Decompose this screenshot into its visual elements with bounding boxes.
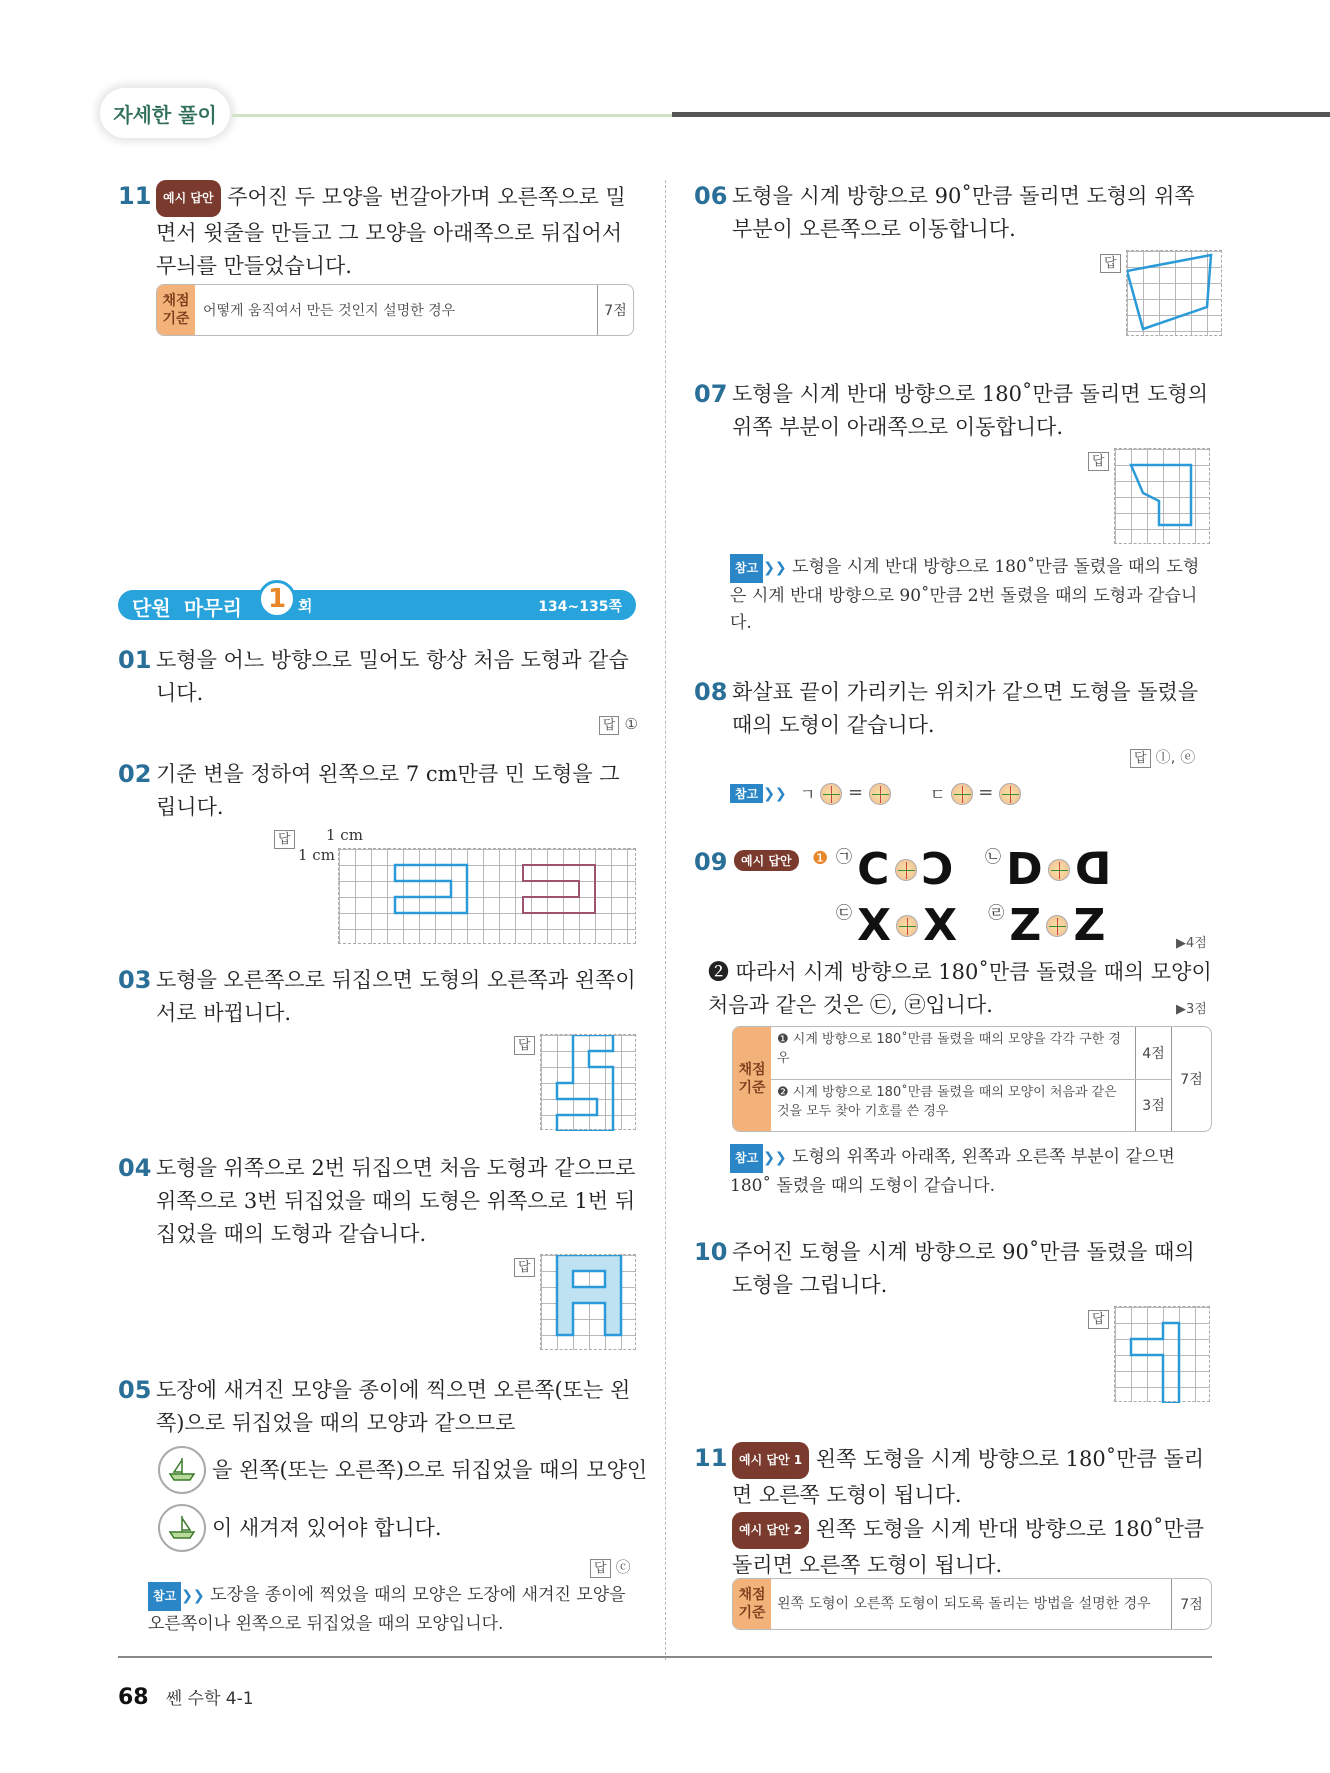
answer-label: 답 xyxy=(590,1559,611,1578)
answer-2 xyxy=(694,1512,1214,1582)
q02-grid xyxy=(338,848,636,944)
reference-badge: 참고 xyxy=(730,1144,763,1173)
reference-text: 도형을 시계 반대 방향으로 180˚만큼 돌렸을 때의 도형은 시계 반대 방향으로 90˚만큼 2번 돌렸을 때의 도형과 같습니다. xyxy=(730,557,1200,633)
q09-scoring-box xyxy=(732,1026,1212,1132)
scoring-rows xyxy=(771,1027,1171,1131)
stamp-icon-a xyxy=(158,1446,206,1494)
mark-d: ㉣ xyxy=(988,903,1005,922)
q09-row-2 xyxy=(836,900,1105,951)
question-number: 04 xyxy=(118,1154,152,1182)
question-10 xyxy=(694,1236,1214,1302)
q05-answer-line xyxy=(590,1556,631,1578)
answer-text: 주어진 두 모양을 번갈아가며 오른쪽으로 밀면서 윗줄을 만들고 그 모양을 아래쪽으로 뒤집어서 무늬를 만들었습니다. xyxy=(156,185,626,278)
scoring-row xyxy=(771,1080,1171,1132)
q03-shape xyxy=(541,1035,637,1131)
question-04 xyxy=(118,1152,638,1251)
question-number: 11 xyxy=(118,182,152,210)
answer-line xyxy=(118,714,638,735)
scoring-row-text: ❷ 시계 방향으로 180˚만큼 돌렸을 때의 모양이 처음과 같은 것을 모두 찾아 기호를 쓴 경우 xyxy=(777,1084,1117,1119)
rotation-circle-icon xyxy=(820,783,842,805)
question-number: 07 xyxy=(694,380,728,408)
q07-answer-label: 답 xyxy=(1088,452,1109,471)
example-answer-badge-2: 예시 답안 2 xyxy=(732,1512,809,1549)
letter-c: C xyxy=(857,844,890,895)
q11-right-scoring-box xyxy=(732,1578,1212,1630)
question-text: 기준 변을 정하여 왼쪽으로 7 cm만큼 민 도형을 그립니다. xyxy=(156,762,620,819)
q02-unit-left: 1 cm xyxy=(298,846,335,864)
section-pages: 134~135쪽 xyxy=(538,599,622,615)
question-03 xyxy=(118,964,638,1030)
q02-shapes xyxy=(339,849,637,945)
scoring-row-points: 3점 xyxy=(1135,1080,1171,1132)
section-title-b: 마무리 xyxy=(184,596,242,620)
answer-2-text: 왼쪽 도형을 시계 반대 방향으로 180˚만큼 돌리면 오른쪽 도형이 됩니다. xyxy=(732,1517,1205,1577)
example-answer-badge: 예시 답안 xyxy=(734,850,799,871)
question-text: 도형을 시계 반대 방향으로 180˚만큼 돌리면 도형의 위쪽 부분이 아래쪽으로 이동합니다. xyxy=(732,382,1209,439)
q04-grid xyxy=(540,1254,636,1350)
question-number: 06 xyxy=(694,182,728,210)
stamp-icon-b xyxy=(158,1504,206,1552)
question-number: 02 xyxy=(118,760,152,788)
chevron-icon: ❯❯ xyxy=(763,1150,787,1166)
answer-1-text: 왼쪽 도형을 시계 방향으로 180˚만큼 돌리면 오른쪽 도형이 됩니다. xyxy=(732,1447,1205,1507)
rotation-circle-icon xyxy=(896,915,918,937)
header-logo xyxy=(100,88,230,138)
q02-answer-label: 답 xyxy=(274,830,295,849)
scoring-row xyxy=(771,1027,1171,1080)
q08-answer-line xyxy=(1130,746,1195,768)
rotation-circle-icon xyxy=(895,859,917,881)
book-title: 쎈 수학 4-1 xyxy=(165,1689,254,1709)
equals-sign: = xyxy=(842,782,869,803)
rotation-circle-icon xyxy=(869,783,891,805)
letter-z-rotated: Z xyxy=(1073,900,1106,951)
question-06 xyxy=(694,180,1214,246)
letter-x-rotated: X xyxy=(923,900,958,951)
header-logo-text: 자세한 풀이 xyxy=(113,102,217,127)
header-rule-light xyxy=(232,114,672,117)
chevron-icon: ❯❯ xyxy=(763,786,787,802)
question-text: 화살표 끝이 가리키는 위치가 같으면 도형을 돌렸을 때의 도형이 같습니다. xyxy=(732,680,1199,737)
scoring-row-points: 4점 xyxy=(1135,1027,1171,1079)
question-05 xyxy=(118,1374,638,1440)
q06-shape xyxy=(1127,251,1223,337)
question-01 xyxy=(118,644,638,735)
q06-grid xyxy=(1126,250,1222,336)
question-number: 11 xyxy=(694,1444,728,1472)
question-07 xyxy=(694,378,1214,444)
rotation-circle-icon xyxy=(1046,915,1068,937)
header xyxy=(0,80,1330,150)
q06-answer-label: 답 xyxy=(1100,254,1121,273)
footer xyxy=(118,1684,254,1710)
question-11-right xyxy=(694,1442,1214,1582)
round-circle xyxy=(258,580,296,618)
letter-z: Z xyxy=(1009,900,1042,951)
boat-icon xyxy=(160,1448,204,1492)
header-rule-dark xyxy=(672,112,1330,117)
question-text: 도형을 시계 방향으로 90˚만큼 돌리면 도형의 위쪽 부분이 오른쪽으로 이동합니다. xyxy=(732,184,1195,241)
answer-label: 답 xyxy=(1130,749,1151,768)
question-number: 09 xyxy=(694,848,728,876)
mark-a: ㉠ xyxy=(836,847,853,866)
q09-row-1 xyxy=(836,844,1111,895)
section-title-a: 단원 xyxy=(132,596,171,620)
scoring-points: 7점 xyxy=(1171,1579,1211,1629)
rotation-circle-icon xyxy=(1048,859,1070,881)
reference-text: 도형의 위쪽과 아래쪽, 왼쪽과 오른쪽 부분이 같으면 180˚ 돌렸을 때의 도형이 같습니다. xyxy=(730,1147,1175,1196)
letter-c-rotated: Ɔ xyxy=(921,844,954,895)
ref-mark-b: ㄷ xyxy=(929,785,946,804)
q05-line2: 을 왼쪽(또는 오른쪽)으로 뒤집었을 때의 모양인 xyxy=(212,1458,648,1482)
q05-line3: 이 새겨져 있어야 합니다. xyxy=(212,1516,442,1540)
footer-rule xyxy=(118,1656,1212,1658)
flipped-boat-icon xyxy=(160,1506,204,1550)
question-text: 도형을 어느 방향으로 밀어도 항상 처음 도형과 같습니다. xyxy=(156,648,629,705)
q05-reference xyxy=(148,1582,638,1638)
question-text: 주어진 도형을 시계 방향으로 90˚만큼 돌렸을 때의 도형을 그립니다. xyxy=(732,1240,1195,1297)
q07-shape xyxy=(1115,449,1211,545)
step-1-marker: ❶ xyxy=(812,848,829,869)
answer-value: ⓛ, ⓔ xyxy=(1155,748,1196,766)
rotation-circle-icon xyxy=(999,783,1021,805)
scoring-box xyxy=(156,284,634,336)
chevron-icon: ❯❯ xyxy=(763,560,787,576)
letter-d: D xyxy=(1006,844,1043,895)
page-number: 68 xyxy=(118,1685,149,1710)
question-text: 도형을 오른쪽으로 뒤집으면 도형의 오른쪽과 왼쪽이 서로 바뀝니다. xyxy=(156,968,636,1025)
example-answer-badge: 예시 답안 xyxy=(156,180,221,217)
q09-reference xyxy=(730,1144,1214,1200)
question-number: 10 xyxy=(694,1238,728,1266)
question-02 xyxy=(118,758,638,824)
scoring-label: 채점 기준 xyxy=(733,1579,771,1629)
answer-value: ⓒ xyxy=(615,1558,631,1576)
round-suffix: 회 xyxy=(298,597,313,615)
q09-points-1: ▶4점 xyxy=(1176,936,1207,951)
question-number: 01 xyxy=(118,646,152,674)
q07-reference xyxy=(730,554,1214,637)
letter-x: X xyxy=(857,900,892,951)
question-number: 08 xyxy=(694,678,728,706)
q03-grid xyxy=(540,1034,636,1130)
mark-c: ㉢ xyxy=(836,903,853,922)
question-text: 도형을 위쪽으로 2번 뒤집으면 처음 도형과 같으므로 위쪽으로 3번 뒤집었을 때의 도형은 위쪽으로 1번 뒤집었을 때의 도형과 같습니다. xyxy=(156,1156,636,1246)
q09-step2-text: ❷ 따라서 시계 방향으로 180˚만큼 돌렸을 때의 모양이 처음과 같은 것은 ㉢, ㉣입니다. xyxy=(708,960,1212,1017)
q04-answer-label: 답 xyxy=(514,1258,535,1277)
reference-text: 도장을 종이에 찍었을 때의 모양은 도장에 새겨진 모양을 오른쪽이나 왼쪽으로 뒤집었을 때의 모양입니다. xyxy=(148,1585,626,1634)
reference-badge: 참고 xyxy=(730,784,763,803)
answer-value: ① xyxy=(624,715,638,733)
question-08 xyxy=(694,676,1214,742)
round-number: 1 xyxy=(267,584,287,614)
column-divider xyxy=(665,180,666,1660)
answer-1 xyxy=(694,1442,1214,1512)
reference-badge: 참고 xyxy=(148,1582,181,1611)
q04-shape xyxy=(541,1255,637,1351)
q07-grid xyxy=(1114,448,1210,544)
q03-answer-label: 답 xyxy=(514,1036,535,1055)
reference-badge: 참고 xyxy=(730,554,763,583)
question-11-left xyxy=(118,180,638,327)
scoring-text: 어떻게 움직여서 만든 것인지 설명한 경우 xyxy=(203,303,456,319)
q10-grid xyxy=(1114,1306,1210,1402)
letter-d-rotated: ᗡ xyxy=(1074,844,1112,895)
ref-mark-a: ㄱ xyxy=(799,785,816,804)
equals-sign: = xyxy=(972,782,1000,803)
scoring-label: 채점 기준 xyxy=(733,1027,771,1131)
rotation-circle-icon xyxy=(951,783,973,805)
section-banner xyxy=(118,584,636,620)
scoring-points: 7점 xyxy=(597,285,633,335)
q08-reference xyxy=(730,782,1214,805)
q10-answer-label: 답 xyxy=(1088,1310,1109,1329)
example-answer-badge-1: 예시 답안 1 xyxy=(732,1442,809,1479)
scoring-row-text: ❶ 시계 방향으로 180˚만큼 돌렸을 때의 모양을 각각 구한 경우 xyxy=(777,1032,1121,1066)
question-number: 03 xyxy=(118,966,152,994)
q10-shape xyxy=(1115,1307,1211,1403)
mark-b: ㉡ xyxy=(984,847,1001,866)
answer-label: 답 xyxy=(599,716,620,735)
question-text xyxy=(118,180,638,283)
q09-points-2: ▶3점 xyxy=(1176,1002,1207,1017)
question-number: 05 xyxy=(118,1376,152,1404)
scoring-label: 채점 기준 xyxy=(157,285,195,335)
scoring-text: 왼쪽 도형이 오른쪽 도형이 되도록 돌리는 방법을 설명한 경우 xyxy=(777,1595,1151,1612)
q02-unit-top: 1 cm xyxy=(326,826,363,844)
question-text: 도장에 새겨진 모양을 종이에 찍으면 오른쪽(또는 왼쪽)으로 뒤집었을 때의 모양과 같으므로 xyxy=(156,1378,631,1435)
chevron-icon: ❯❯ xyxy=(181,1588,205,1604)
scoring-total: 7점 xyxy=(1171,1027,1211,1131)
